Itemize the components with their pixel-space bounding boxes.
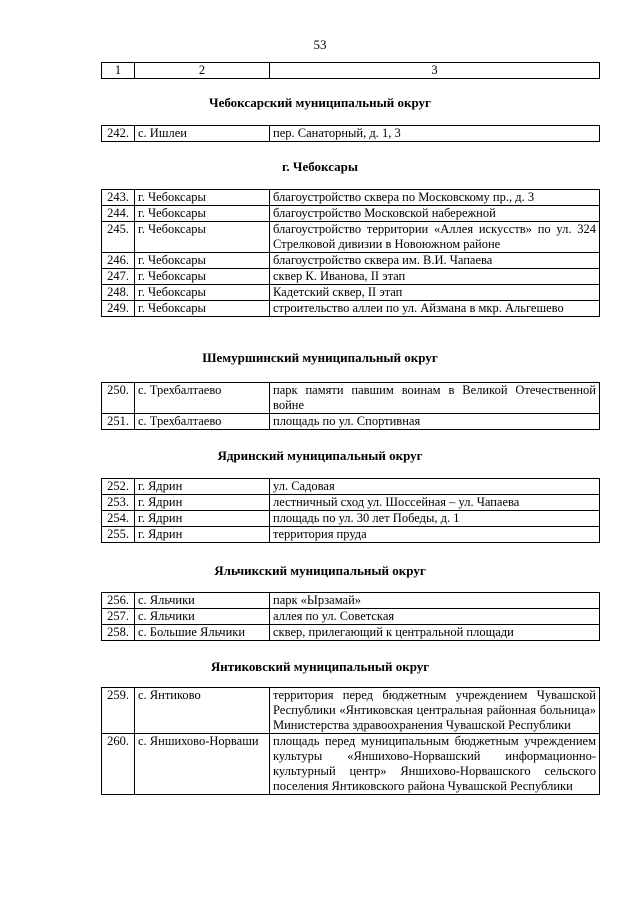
row-number: 256. <box>102 593 135 609</box>
row-object: площадь перед муниципальным бюджетным учреждением культуры «Яншихово-Норвашский информационно-культурный центр» Яншихово-Норвашского сельского поселения Янтиковского района Чувашской Республики <box>270 734 600 795</box>
table-header-row <box>102 63 600 79</box>
table-row <box>102 285 600 301</box>
header-cell: 1 <box>102 63 135 79</box>
row-number: 245. <box>102 222 135 253</box>
row-number: 252. <box>102 479 135 495</box>
row-object: аллея по ул. Советская <box>270 609 600 625</box>
table-row <box>102 383 600 414</box>
table-row <box>102 593 600 609</box>
row-number: 250. <box>102 383 135 414</box>
row-number: 242. <box>102 126 135 142</box>
row-object: площадь по ул. 30 лет Победы, д. 1 <box>270 511 600 527</box>
row-place: с. Яльчики <box>135 609 270 625</box>
row-place: г. Чебоксары <box>135 301 270 317</box>
row-place: с. Ишлеи <box>135 126 270 142</box>
section-title: Ядринский муниципальный округ <box>217 448 423 463</box>
section-title: Шемуршинский муниципальный округ <box>202 350 438 365</box>
row-number: 258. <box>102 625 135 641</box>
row-place: г. Чебоксары <box>135 206 270 222</box>
page-number: 53 <box>313 37 327 52</box>
table-row <box>102 688 600 734</box>
table-row <box>102 479 600 495</box>
section-table <box>101 592 600 641</box>
row-object: парк «Ырзамай» <box>270 593 600 609</box>
row-number: 259. <box>102 688 135 734</box>
section-table <box>101 478 600 543</box>
header-cell: 3 <box>270 63 600 79</box>
header-cell: 2 <box>135 63 270 79</box>
table-row <box>102 609 600 625</box>
table-row <box>102 206 600 222</box>
row-place: с. Яншихово-Норваши <box>135 734 270 795</box>
row-place: г. Чебоксары <box>135 253 270 269</box>
row-place: г. Чебоксары <box>135 190 270 206</box>
row-number: 248. <box>102 285 135 301</box>
row-place: г. Чебоксары <box>135 285 270 301</box>
row-object: парк памяти павшим воинам в Великой Отечественной войне <box>270 383 600 414</box>
row-object: сквер К. Иванова, II этап <box>270 269 600 285</box>
row-place: с. Трехбалтаево <box>135 414 270 430</box>
table-row <box>102 269 600 285</box>
row-object: Кадетский сквер, II этап <box>270 285 600 301</box>
row-number: 243. <box>102 190 135 206</box>
row-number: 244. <box>102 206 135 222</box>
row-object: лестничный сход ул. Шоссейная – ул. Чапаева <box>270 495 600 511</box>
row-place: г. Ядрин <box>135 495 270 511</box>
row-place: г. Ядрин <box>135 527 270 543</box>
table-row <box>102 511 600 527</box>
table-row <box>102 625 600 641</box>
row-number: 260. <box>102 734 135 795</box>
row-object: территория перед бюджетным учреждением Чувашской Республики «Янтиковская центральная районная больница» Министерства здравоохранения Чувашской Республики <box>270 688 600 734</box>
row-place: г. Ядрин <box>135 479 270 495</box>
row-object: благоустройство сквера им. В.И. Чапаева <box>270 253 600 269</box>
row-object: строительство аллеи по ул. Айзмана в мкр. Альгешево <box>270 301 600 317</box>
row-place: г. Чебоксары <box>135 269 270 285</box>
row-object: сквер, прилегающий к центральной площади <box>270 625 600 641</box>
row-number: 257. <box>102 609 135 625</box>
table-row <box>102 222 600 253</box>
table-row <box>102 190 600 206</box>
row-object: благоустройство Московской набережной <box>270 206 600 222</box>
table-row <box>102 301 600 317</box>
row-number: 254. <box>102 511 135 527</box>
table-row <box>102 495 600 511</box>
row-object: площадь по ул. Спортивная <box>270 414 600 430</box>
row-object: пер. Санаторный, д. 1, 3 <box>270 126 600 142</box>
table-row <box>102 126 600 142</box>
row-number: 253. <box>102 495 135 511</box>
row-place: г. Чебоксары <box>135 222 270 253</box>
row-place: с. Яльчики <box>135 593 270 609</box>
row-object: благоустройство территории «Аллея искусств» по ул. 324 Стрелковой дивизии в Новоюжном районе <box>270 222 600 253</box>
row-place: с. Большие Яльчики <box>135 625 270 641</box>
row-object: ул. Садовая <box>270 479 600 495</box>
table-row <box>102 527 600 543</box>
row-number: 251. <box>102 414 135 430</box>
section-title: Янтиковский муниципальный округ <box>210 659 430 674</box>
section-table <box>101 125 600 142</box>
section-title: Чебоксарский муниципальный округ <box>209 95 431 110</box>
row-place: с. Янтиково <box>135 688 270 734</box>
section-table <box>101 687 600 795</box>
table-row <box>102 253 600 269</box>
table-row <box>102 734 600 795</box>
row-number: 249. <box>102 301 135 317</box>
row-object: территория пруда <box>270 527 600 543</box>
table-row <box>102 414 600 430</box>
section-table <box>101 189 600 317</box>
row-place: с. Трехбалтаево <box>135 383 270 414</box>
section-table <box>101 382 600 430</box>
row-number: 247. <box>102 269 135 285</box>
row-number: 255. <box>102 527 135 543</box>
row-object: благоустройство сквера по Московскому пр., д. 3 <box>270 190 600 206</box>
row-place: г. Ядрин <box>135 511 270 527</box>
header-table <box>101 62 600 79</box>
section-title: г. Чебоксары <box>281 159 359 174</box>
section-title: Яльчикский муниципальный округ <box>214 563 426 578</box>
row-number: 246. <box>102 253 135 269</box>
